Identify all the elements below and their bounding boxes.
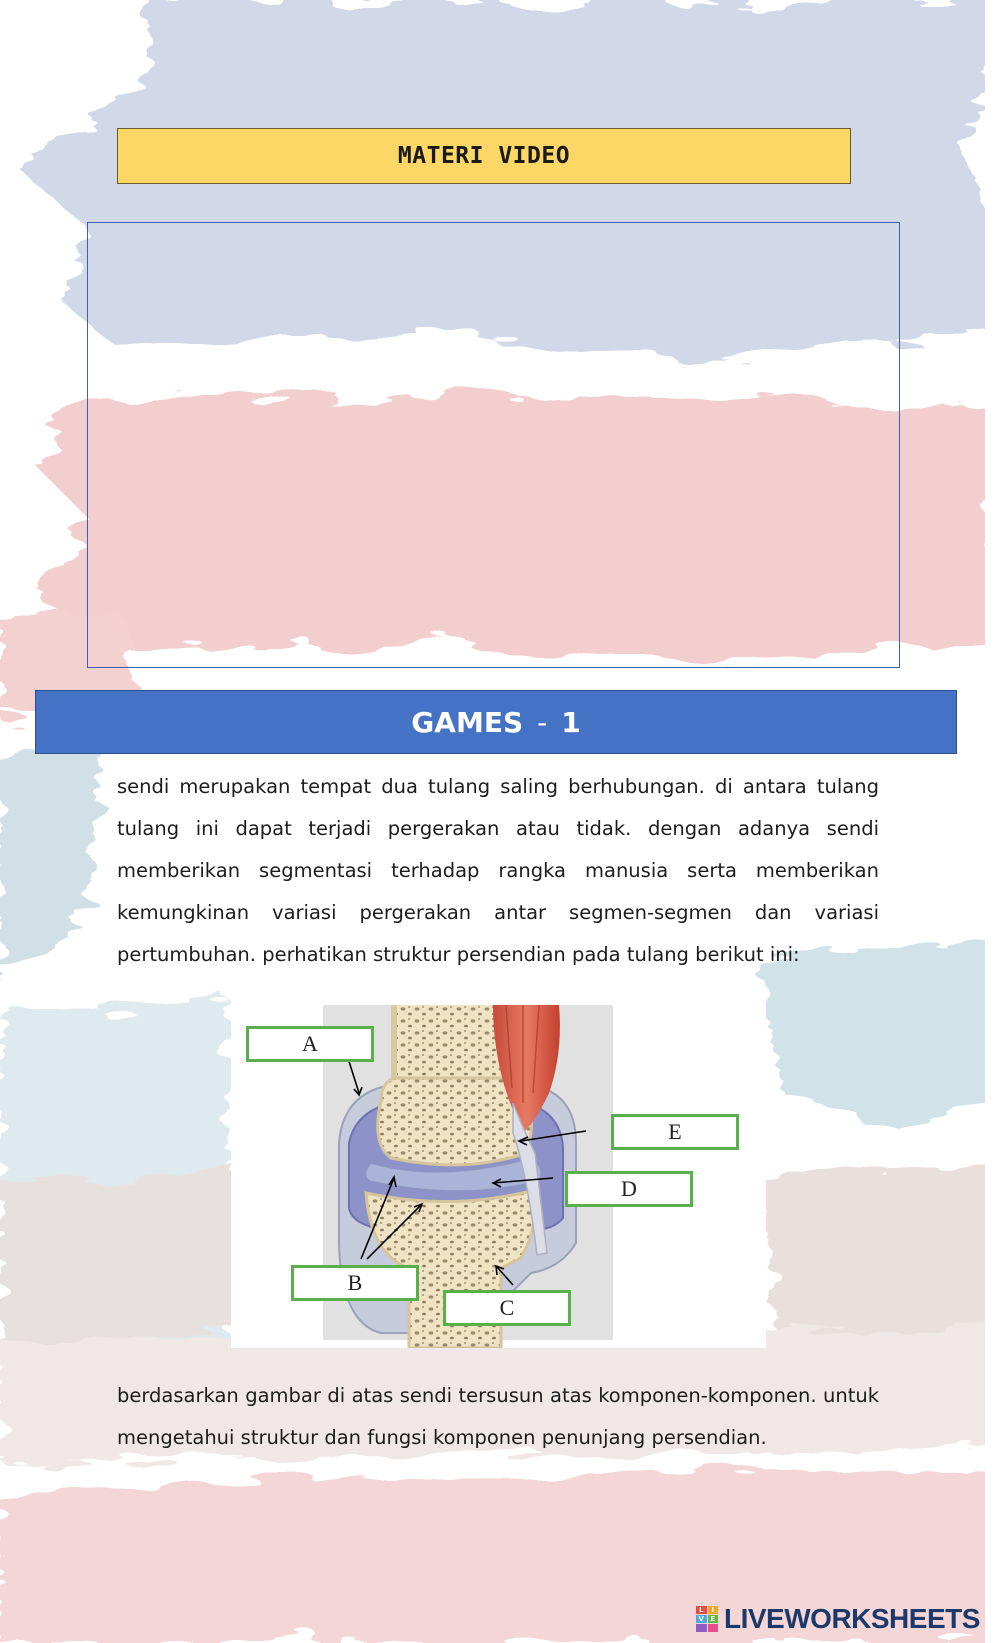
label-d-box[interactable]: D — [565, 1171, 693, 1207]
materi-video-title: MATERI VIDEO — [117, 128, 851, 184]
logo-letter-e: E — [708, 1615, 719, 1623]
intro-paragraph: sendi merupakan tempat dua tulang saling berhubungan. di antara tulang tulang ini dapat terjadi pergerakan atau tidak. dengan adanya sendi memberikan segmentasi terhadap rangka manusia serta memberikan kemungkinan variasi pergerakan antar segmen-segmen dan variasi pertumbuhan. perhatikan struktur persendian pada tulang berikut ini: — [117, 775, 879, 966]
games-number: 1 — [561, 705, 581, 739]
logo-letter-i: I — [708, 1606, 719, 1614]
logo-tile-purple — [696, 1624, 707, 1632]
label-c-box[interactable]: C — [443, 1290, 571, 1326]
liveworksheets-brand[interactable] — [696, 1603, 980, 1635]
liveworksheets-logo-icon — [696, 1606, 718, 1632]
games-section-header — [35, 690, 957, 754]
logo-tile-pink — [708, 1624, 719, 1632]
label-a-box[interactable]: A — [246, 1026, 374, 1062]
label-b-box[interactable]: B — [291, 1265, 419, 1301]
joint-diagram — [231, 993, 766, 1348]
games-separator: - — [537, 705, 548, 739]
label-e-box[interactable]: E — [611, 1114, 739, 1150]
brand-name: LIVEWORKSHEETS — [724, 1603, 980, 1634]
games-label: GAMES — [411, 705, 524, 739]
video-embed-frame[interactable] — [87, 222, 900, 668]
logo-letter-l: L — [696, 1606, 707, 1614]
closing-paragraph: berdasarkan gambar di atas sendi tersusun atas komponen-komponen. untuk mengetahui struktur dan fungsi komponen penunjang persendian. — [117, 1384, 879, 1449]
logo-letter-v: V — [696, 1615, 707, 1623]
